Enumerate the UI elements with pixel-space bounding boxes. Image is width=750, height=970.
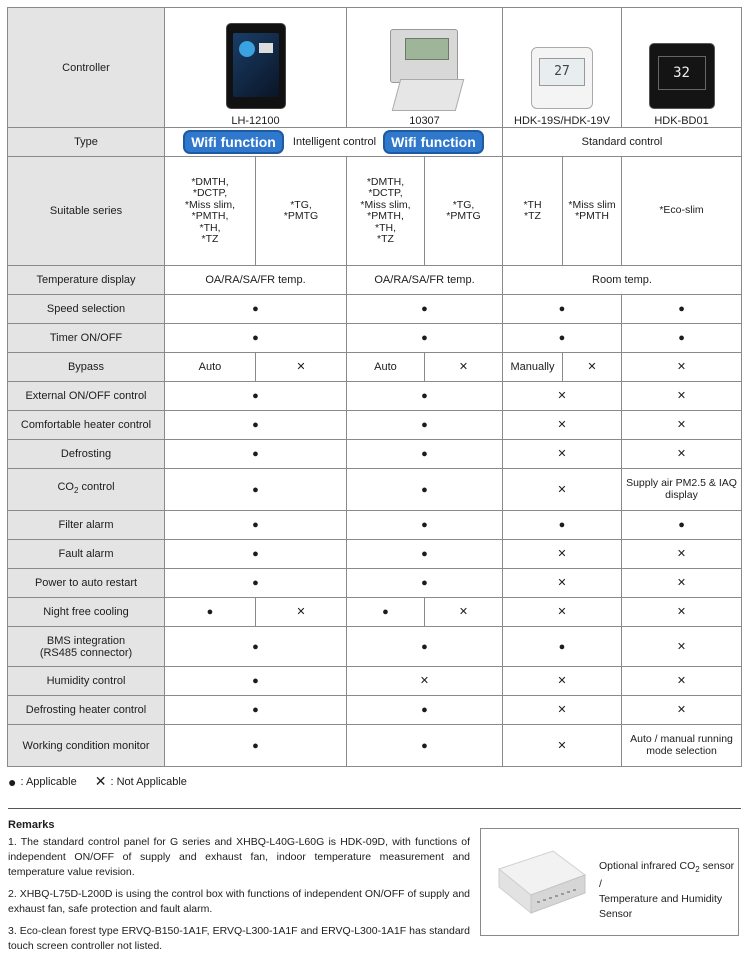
series-cell: *DMTH, *DCTP, *Miss slim, *PMTH, *TH, *TZ	[347, 157, 425, 266]
not-applicable-icon: ✕	[94, 773, 107, 789]
not-applicable-x: ✕	[425, 598, 503, 627]
defrost-label: Defrosting	[8, 440, 165, 469]
series-cell: *TG, *PMTG	[425, 157, 503, 266]
applicable-dot: ●	[165, 511, 347, 540]
type-label: Type	[8, 128, 165, 157]
not-applicable-x: ✕	[503, 667, 622, 696]
applicable-dot: ●	[165, 469, 347, 511]
applicable-dot: ●	[165, 569, 347, 598]
fault-row	[8, 540, 742, 569]
remark-1: 1. The standard control panel for G series and XHBQ-L40G-L60G is HDK-09D, with functions of independent ON/OFF of supply and exhaust fan, indoor temperature measurement and temperature value revision.	[8, 836, 470, 878]
applicable-dot: ●	[347, 324, 503, 353]
remarks-title: Remarks	[8, 819, 55, 831]
remark-3: 3. Eco-clean forest type ERVQ-B150-1A1F, ERVQ-L300-1A1F and ERVQ-L300-1A1F has standard touch screen controller not listed.	[8, 925, 470, 952]
not-applicable-x: ✕	[425, 353, 503, 382]
series-label: Suitable series	[8, 157, 165, 266]
bypass-cell: Auto	[165, 353, 256, 382]
applicable-dot: ●	[165, 725, 347, 767]
not-applicable-x: ✕	[622, 411, 742, 440]
product-lh-12100	[165, 8, 347, 128]
not-applicable-x: ✕	[503, 440, 622, 469]
legend-applicable: : Applicable	[20, 775, 77, 788]
applicable-dot: ●	[347, 440, 503, 469]
not-applicable-x: ✕	[622, 696, 742, 725]
external-label: External ON/OFF control	[8, 382, 165, 411]
heater-row	[8, 411, 742, 440]
not-applicable-x: ✕	[503, 469, 622, 511]
filter-row	[8, 511, 742, 540]
applicable-dot: ●	[347, 382, 503, 411]
bypass-row	[8, 353, 742, 382]
applicable-dot: ●	[347, 540, 503, 569]
series-cell: *Eco-slim	[622, 157, 742, 266]
filter-label: Filter alarm	[8, 511, 165, 540]
type-intelligent	[165, 128, 503, 157]
not-applicable-x: ✕	[622, 353, 742, 382]
product-10307	[347, 8, 503, 128]
not-applicable-x: ✕	[622, 540, 742, 569]
product-name: 10307	[409, 114, 440, 127]
temp-cell: OA/RA/SA/FR temp.	[165, 266, 347, 295]
type-intelligent-text: Intelligent control	[292, 136, 377, 148]
sensor-panel	[480, 828, 739, 936]
lh-12100-image	[226, 23, 286, 109]
applicable-dot: ●	[347, 511, 503, 540]
product-name: HDK-19S/HDK-19V	[514, 114, 610, 127]
temp-cell: Room temp.	[503, 266, 742, 295]
applicable-dot: ●	[165, 696, 347, 725]
applicable-dot: ●	[165, 440, 347, 469]
restart-label: Power to auto restart	[8, 569, 165, 598]
controller-comparison-table	[7, 7, 742, 767]
hdk-19s-image: 27	[531, 47, 593, 109]
applicable-dot: ●	[347, 627, 503, 667]
temp-label: Temperature display	[8, 266, 165, 295]
applicable-dot: ●	[347, 696, 503, 725]
timer-label: Timer ON/OFF	[8, 324, 165, 353]
applicable-dot: ●	[347, 569, 503, 598]
bypass-label: Bypass	[8, 353, 165, 382]
not-applicable-x: ✕	[347, 667, 503, 696]
monitor-label: Working condition monitor	[8, 725, 165, 767]
controller-label: Controller	[8, 8, 165, 128]
series-cell: *TH *TZ	[503, 157, 563, 266]
restart-row	[8, 569, 742, 598]
not-applicable-x: ✕	[503, 540, 622, 569]
applicable-dot: ●	[347, 598, 425, 627]
remarks-section	[8, 818, 470, 961]
applicable-dot: ●	[165, 540, 347, 569]
not-applicable-x: ✕	[503, 411, 622, 440]
not-applicable-x: ✕	[622, 627, 742, 667]
legend	[8, 773, 187, 790]
night-row	[8, 598, 742, 627]
applicable-dot: ●	[503, 511, 622, 540]
monitor-bd01-cell: Auto / manual running mode selection	[622, 725, 742, 767]
bms-label: BMS integration (RS485 connector)	[8, 627, 165, 667]
not-applicable-x: ✕	[503, 382, 622, 411]
applicable-dot: ●	[503, 324, 622, 353]
bypass-cell: Auto	[347, 353, 425, 382]
applicable-dot: ●	[503, 627, 622, 667]
applicable-dot: ●	[622, 324, 742, 353]
applicable-dot: ●	[165, 382, 347, 411]
product-name: HDK-BD01	[654, 114, 709, 127]
not-applicable-x: ✕	[622, 382, 742, 411]
co2-row	[8, 469, 742, 511]
not-applicable-x: ✕	[563, 353, 622, 382]
humidity-row	[8, 667, 742, 696]
series-row	[8, 157, 742, 266]
applicable-dot: ●	[165, 295, 347, 324]
defrost-heater-label: Defrosting heater control	[8, 696, 165, 725]
not-applicable-x: ✕	[503, 569, 622, 598]
not-applicable-x: ✕	[622, 440, 742, 469]
applicable-dot-icon: ●	[8, 773, 17, 790]
speed-label: Speed selection	[8, 295, 165, 324]
wifi-badge: Wifi function	[183, 130, 284, 154]
wifi-badge: Wifi function	[383, 130, 484, 154]
night-label: Night free cooling	[8, 598, 165, 627]
applicable-dot: ●	[622, 295, 742, 324]
product-hdk-19s	[503, 8, 622, 128]
not-applicable-x: ✕	[256, 353, 347, 382]
applicable-dot: ●	[165, 324, 347, 353]
not-applicable-x: ✕	[503, 598, 622, 627]
timer-row	[8, 324, 742, 353]
legend-not-applicable: : Not Applicable	[110, 775, 187, 788]
temp-cell: OA/RA/SA/FR temp.	[347, 266, 503, 295]
type-standard: Standard control	[503, 128, 742, 157]
applicable-dot: ●	[347, 725, 503, 767]
external-row	[8, 382, 742, 411]
not-applicable-x: ✕	[256, 598, 347, 627]
applicable-dot: ●	[165, 598, 256, 627]
defrost-heater-row	[8, 696, 742, 725]
applicable-dot: ●	[347, 295, 503, 324]
hdk-bd01-image: 32	[649, 43, 715, 109]
applicable-dot: ●	[347, 411, 503, 440]
header-row	[8, 8, 742, 128]
applicable-dot: ●	[347, 469, 503, 511]
not-applicable-x: ✕	[622, 667, 742, 696]
not-applicable-x: ✕	[622, 569, 742, 598]
remark-2: 2. XHBQ-L75D-L200D is using the control box with functions of independent ON/OFF of supply and exhaust fan, safe protection and fault alarm.	[8, 888, 470, 915]
defrost-row	[8, 440, 742, 469]
sensor-image	[491, 839, 591, 923]
speed-row	[8, 295, 742, 324]
heater-label: Comfortable heater control	[8, 411, 165, 440]
bypass-cell: Manually	[503, 353, 563, 382]
applicable-dot: ●	[622, 511, 742, 540]
series-cell: *Miss slim *PMTH	[563, 157, 622, 266]
series-cell: *DMTH, *DCTP, *Miss slim, *PMTH, *TH, *TZ	[165, 157, 256, 266]
series-cell: *TG, *PMTG	[256, 157, 347, 266]
product-name: LH-12100	[231, 114, 280, 127]
applicable-dot: ●	[503, 295, 622, 324]
applicable-dot: ●	[165, 411, 347, 440]
co2-bd01-cell: Supply air PM2.5 & IAQ display	[622, 469, 742, 511]
applicable-dot: ●	[165, 627, 347, 667]
not-applicable-x: ✕	[503, 696, 622, 725]
product-hdk-bd01	[622, 8, 742, 128]
applicable-dot: ●	[165, 667, 347, 696]
bms-row	[8, 627, 742, 667]
controller-10307-image	[386, 29, 464, 109]
fault-label: Fault alarm	[8, 540, 165, 569]
not-applicable-x: ✕	[503, 725, 622, 767]
temp-row	[8, 266, 742, 295]
humidity-label: Humidity control	[8, 667, 165, 696]
not-applicable-x: ✕	[622, 598, 742, 627]
co2-label: $CO_2$ control	[8, 469, 165, 511]
section-divider	[8, 808, 741, 809]
sensor-caption: Optional infrared $CO_2$ sensor / Temperature and Humidity Sensor	[599, 860, 735, 921]
monitor-row	[8, 725, 742, 767]
type-row	[8, 128, 742, 157]
